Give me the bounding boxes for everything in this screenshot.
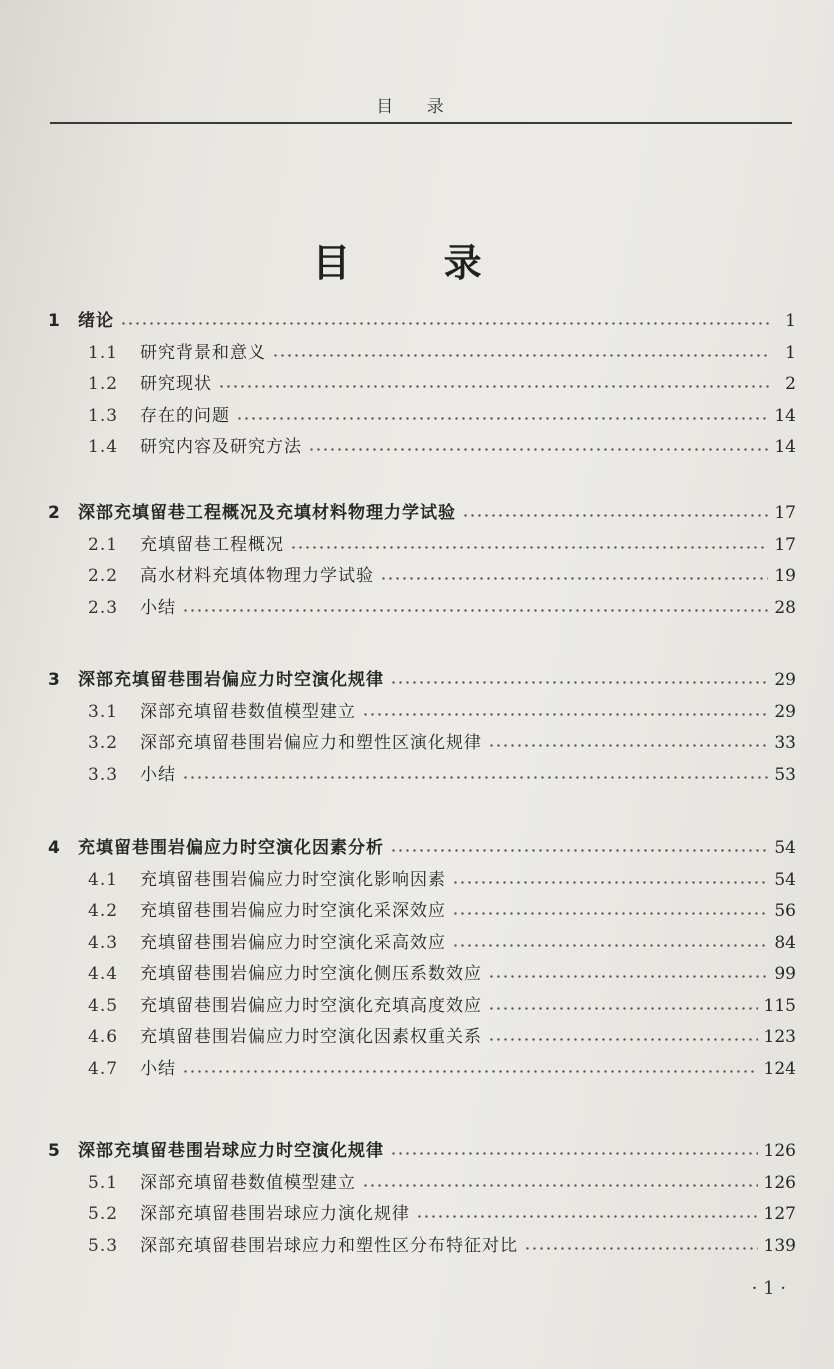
chapter-number: 2: [48, 503, 60, 523]
chapter-page-number: 17: [774, 503, 796, 523]
section-number: 2.2: [88, 566, 119, 586]
chapter-number: 5: [48, 1141, 60, 1161]
dot-leader: [380, 563, 768, 581]
section-page-number: 126: [763, 1172, 796, 1193]
dot-leader: [362, 1170, 758, 1188]
dot-leader: [390, 667, 768, 685]
chapter-title: 深部充填留巷围岩偏应力时空演化规律: [78, 670, 384, 690]
section-page-number: 139: [763, 1235, 796, 1256]
section-title: 深部充填留巷数值模型建立: [140, 1172, 356, 1193]
toc-chapter-entry: [48, 306, 796, 336]
section-page-number: 33: [774, 733, 796, 753]
chapter-number: 1: [48, 311, 60, 331]
toc-section-entry: [88, 896, 796, 926]
dot-leader: [488, 993, 758, 1011]
chapter-page-number: 54: [774, 838, 796, 858]
section-title: 小结: [140, 764, 176, 785]
section-page-number: 123: [763, 1027, 796, 1047]
toc-section-entry: [88, 593, 796, 623]
dot-leader: [452, 867, 768, 885]
section-title: 小结: [140, 597, 176, 618]
section-page-number: 127: [763, 1204, 796, 1224]
toc-section-entry: [88, 561, 796, 591]
toc-chapter-entry: [48, 833, 796, 863]
section-number: 4.3: [88, 932, 119, 953]
section-page-number: 1: [785, 342, 796, 363]
section-title: 深部充填留巷围岩偏应力和塑性区演化规律: [140, 733, 482, 753]
dot-leader: [272, 340, 770, 358]
section-number: 3.2: [88, 733, 119, 753]
chapter-number: 3: [48, 670, 60, 690]
toc-section-entry: [88, 928, 796, 958]
section-page-number: 124: [763, 1058, 796, 1079]
section-page-number: 28: [774, 597, 796, 618]
section-number: 4.6: [88, 1027, 119, 1047]
dot-leader: [290, 532, 768, 550]
dot-leader: [236, 403, 768, 421]
section-page-number: 14: [774, 405, 796, 426]
section-page-number: 84: [774, 932, 796, 953]
section-number: 1.3: [88, 405, 119, 426]
section-title: 存在的问题: [140, 405, 230, 426]
toc-section-entry: [88, 338, 796, 368]
section-title: 充填留巷围岩偏应力时空演化采深效应: [140, 901, 446, 921]
section-page-number: 29: [774, 701, 796, 722]
dot-leader: [488, 961, 768, 979]
section-number: 1.1: [88, 342, 119, 363]
toc-section-entry: [88, 1199, 796, 1229]
section-title: 充填留巷围岩偏应力时空演化采高效应: [140, 932, 446, 953]
section-title: 研究内容及研究方法: [140, 437, 302, 457]
dot-leader: [416, 1201, 758, 1219]
section-number: 4.4: [88, 964, 119, 984]
dot-leader: [182, 1056, 758, 1074]
section-number: 3.1: [88, 701, 119, 722]
chapter-page-number: 1: [785, 311, 796, 331]
section-title: 充填留巷围岩偏应力时空演化充填高度效应: [140, 995, 482, 1016]
section-page-number: 56: [774, 901, 796, 921]
section-page-number: 14: [774, 437, 796, 457]
dot-leader: [120, 308, 770, 326]
dot-leader: [452, 898, 768, 916]
toc-section-entry: [88, 760, 796, 790]
section-page-number: 2: [785, 374, 796, 394]
toc-section-entry: [88, 865, 796, 895]
dot-leader: [488, 1024, 758, 1042]
dot-leader: [524, 1233, 758, 1251]
dot-leader: [308, 434, 768, 452]
toc-section-entry: [88, 401, 796, 431]
dot-leader: [452, 930, 768, 948]
section-number: 4.5: [88, 995, 119, 1016]
toc-chapter-entry: [48, 1136, 796, 1166]
toc-section-entry: [88, 959, 796, 989]
section-number: 5.2: [88, 1204, 119, 1224]
toc-section-entry: [88, 530, 796, 560]
section-number: 5.1: [88, 1172, 119, 1193]
running-head: 目 录: [376, 97, 458, 117]
page-folio: · 1 ·: [751, 1278, 786, 1299]
toc-section-entry: [88, 728, 796, 758]
toc-section-entry: [88, 1054, 796, 1084]
section-page-number: 19: [774, 566, 796, 586]
toc-section-entry: [88, 1231, 796, 1261]
dot-leader: [362, 699, 768, 717]
dot-leader: [390, 1138, 758, 1156]
toc-chapter-entry: [48, 665, 796, 695]
section-number: 1.2: [88, 374, 119, 394]
dot-leader: [462, 500, 768, 518]
section-number: 2.1: [88, 534, 119, 555]
toc-section-entry: [88, 1168, 796, 1198]
section-title: 充填留巷围岩偏应力时空演化侧压系数效应: [140, 964, 482, 984]
section-title: 研究现状: [140, 374, 212, 394]
section-title: 充填留巷工程概况: [140, 534, 284, 555]
dot-leader: [182, 762, 768, 780]
toc-section-entry: [88, 697, 796, 727]
section-page-number: 17: [774, 534, 796, 555]
section-title: 高水材料充填体物理力学试验: [140, 566, 374, 586]
section-number: 1.4: [88, 437, 119, 457]
toc-section-entry: [88, 432, 796, 462]
chapter-title: 绪论: [78, 311, 114, 331]
chapter-number: 4: [48, 838, 60, 858]
toc-section-entry: [88, 1022, 796, 1052]
chapter-page-number: 29: [774, 670, 796, 690]
section-number: 5.3: [88, 1235, 119, 1256]
section-page-number: 99: [774, 964, 796, 984]
toc-section-entry: [88, 991, 796, 1021]
chapter-title: 充填留巷围岩偏应力时空演化因素分析: [78, 838, 384, 858]
dot-leader: [390, 835, 768, 853]
section-number: 4.2: [88, 901, 119, 921]
page-title: 目 录: [312, 241, 522, 285]
section-number: 4.7: [88, 1058, 119, 1079]
section-title: 深部充填留巷围岩球应力演化规律: [140, 1204, 410, 1224]
chapter-title: 深部充填留巷围岩球应力时空演化规律: [78, 1141, 384, 1161]
section-title: 研究背景和意义: [140, 342, 266, 363]
toc-section-entry: [88, 369, 796, 399]
section-page-number: 53: [774, 764, 796, 785]
section-page-number: 54: [774, 869, 796, 890]
section-number: 4.1: [88, 869, 119, 890]
dot-leader: [182, 595, 768, 613]
section-title: 深部充填留巷数值模型建立: [140, 701, 356, 722]
chapter-title: 深部充填留巷工程概况及充填材料物理力学试验: [78, 503, 456, 523]
section-number: 2.3: [88, 597, 119, 618]
section-title: 深部充填留巷围岩球应力和塑性区分布特征对比: [140, 1235, 518, 1256]
section-number: 3.3: [88, 764, 119, 785]
section-title: 充填留巷围岩偏应力时空演化影响因素: [140, 869, 446, 890]
section-page-number: 115: [763, 995, 796, 1016]
section-title: 小结: [140, 1058, 176, 1079]
chapter-page-number: 126: [763, 1141, 796, 1161]
section-title: 充填留巷围岩偏应力时空演化因素权重关系: [140, 1027, 482, 1047]
dot-leader: [488, 730, 768, 748]
dot-leader: [218, 371, 770, 389]
header-rule: [50, 122, 792, 124]
toc-chapter-entry: [48, 498, 796, 528]
